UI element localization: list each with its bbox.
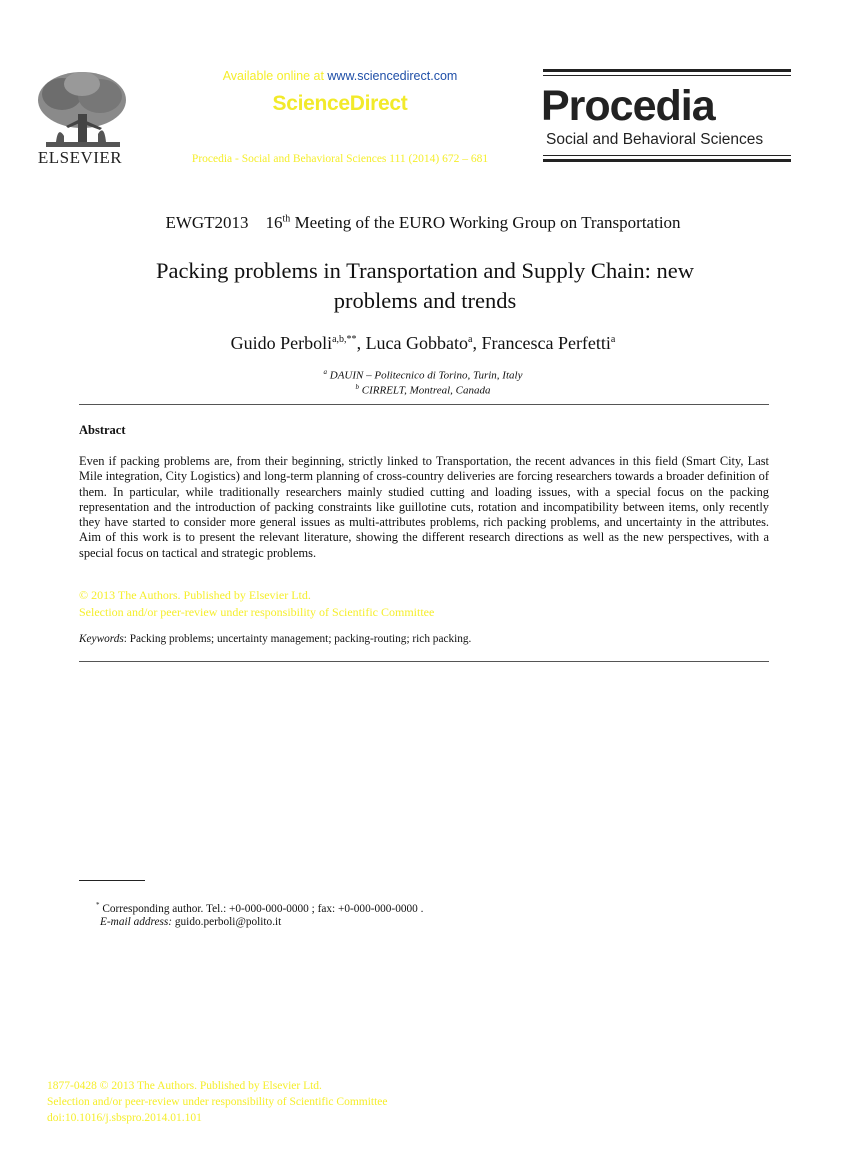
author-affil-sup: a,b,** (332, 334, 357, 345)
affiliation-text: CIRRELT, Montreal, Canada (359, 384, 491, 397)
issn-line: 1877-0428 © 2013 The Authors. Published by Elsevier Ltd. (47, 1080, 322, 1092)
publisher-name: ELSEVIER (37, 148, 123, 167)
affiliation-sup: a (323, 368, 328, 376)
title-line-1: Packing problems in Transportation and Supply Chain: new (155, 258, 695, 283)
paper-title (80, 256, 770, 316)
author-affil-sup: a (610, 334, 616, 345)
journal-subtitle: Social and Behavioral Sciences (546, 131, 764, 148)
footnote-marker: * (96, 901, 100, 909)
bottom-publication-info (47, 1078, 388, 1126)
abstract-body: Even if packing problems are, from their beginning, strictly linked to Transportation, the recent advances in this field (Smart City, Last Mile integration, City Logistics) and long-term planning of cross-country deliveries are forcing researchers towards a broader definition of them. In particular, while traditionally researchers mainly studied cutting and loading issues, with a special focus on the packing representation and the introduction of packing constraints like guillotine cuts, rotation and incompatibility between items, only recently they have started to consider more general issues as multi-attributes problems, rich packing problems, and uncertainty in the attributes. Aim of this work is to present the relevant literature, showing the different research directions as well as the new perspectives, with a special focus on tactical and strategic problems. (79, 454, 769, 560)
title-line-2: problems and trends (333, 288, 517, 313)
author-affil-sup: a (468, 334, 473, 345)
author-name: Guido Perboli (230, 333, 333, 353)
affiliation-sup: b (355, 383, 359, 391)
conference-suffix: Meeting of the EURO Working Group on Transportation (290, 213, 681, 232)
available-online-line (170, 69, 510, 83)
section-divider (79, 661, 769, 662)
conference-sup: th (282, 213, 291, 225)
peer-review-line: Selection and/or peer-review under responsibility of Scientific Committee (47, 1096, 388, 1108)
journal-title: Procedia (541, 82, 715, 130)
corresponding-author-note (96, 901, 423, 915)
procedia-rule (543, 155, 791, 156)
procedia-rule (543, 159, 791, 162)
affiliation-text: DAUIN – Politecnico di Torino, Turin, Italy (327, 369, 523, 382)
author-name: Luca Gobbato (365, 333, 469, 353)
journal-reference: Procedia - Social and Behavioral Sciences 111 (2014) 672 – 681 (191, 153, 489, 165)
abstract-heading: Abstract (79, 423, 126, 437)
keywords-label: Keywords (79, 633, 124, 645)
email-note (100, 916, 281, 928)
email-address[interactable]: guido.perboli@polito.it (172, 916, 282, 928)
available-prefix: Available online at (222, 69, 328, 83)
doi-line[interactable]: doi:10.1016/j.sbspro.2014.01.101 (47, 1112, 202, 1124)
keywords-text: : Packing problems; uncertainty management; packing-routing; rich packing. (123, 633, 472, 645)
keywords (79, 633, 471, 645)
section-divider (79, 404, 769, 405)
copyright-notice: © 2013 The Authors. Published by Elsevier Ltd. (79, 588, 311, 602)
corresponding-author-text: Corresponding author. Tel.: +0-000-000-0000 ; fax: +0-000-000-0000 . (99, 902, 424, 915)
procedia-rule (543, 75, 791, 76)
peer-review-notice: Selection and/or peer-review under responsibility of Scientific Committee (79, 605, 435, 619)
conference-prefix: EWGT2013 16 (165, 213, 283, 232)
sciencedirect-link[interactable]: www.sciencedirect.com (327, 69, 458, 83)
conference-line (0, 213, 846, 233)
author-name: Francesca Perfetti (481, 333, 611, 353)
author-list (0, 333, 846, 354)
footnote-rule (79, 880, 145, 881)
email-label: E-mail address: (100, 916, 173, 928)
sciencedirect-logo: ScienceDirect (272, 92, 408, 115)
author-separator: , (472, 333, 482, 353)
procedia-rule (543, 69, 791, 72)
affiliation (0, 368, 846, 382)
affiliation (0, 383, 846, 397)
author-separator: , (356, 333, 366, 353)
